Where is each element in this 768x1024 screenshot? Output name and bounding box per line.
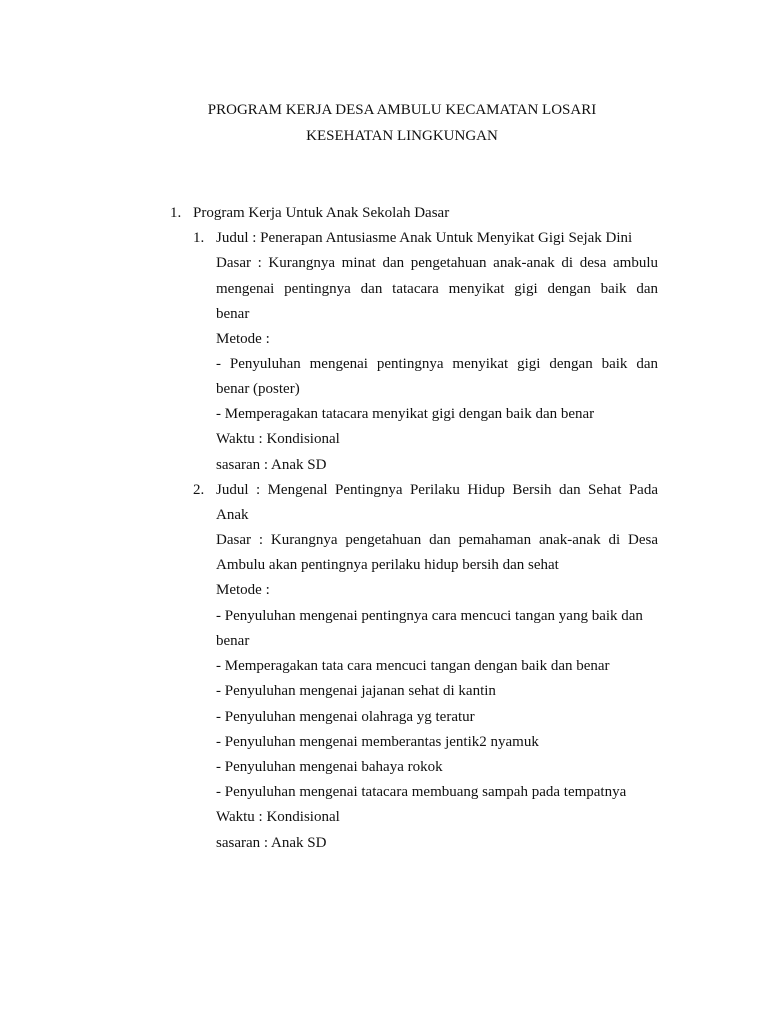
item-1-waktu: Waktu : Kondisional — [216, 431, 340, 447]
item-1-metode-item: - Penyuluhan mengenai pentingnya menyikat gigi dengan baik dan — [216, 356, 658, 372]
document-title: PROGRAM KERJA DESA AMBULU KECAMATAN LOSARI — [207, 102, 597, 118]
item-2-dasar-line: Dasar : Kurangnya pengetahuan dan pemahaman anak-anak di Desa — [216, 532, 658, 548]
item-1-sasaran: sasaran : Anak SD — [216, 457, 327, 473]
item-2-metode-label: Metode : — [216, 582, 270, 598]
item-2-metode-item: - Penyuluhan mengenai olahraga yg teratur — [216, 709, 475, 725]
item-2-waktu: Waktu : Kondisional — [216, 809, 340, 825]
section-number: 1. — [170, 205, 182, 221]
item-1-dasar-line: Dasar : Kurangnya minat dan pengetahuan anak-anak di desa ambulu — [216, 255, 658, 271]
item-2-sasaran: sasaran : Anak SD — [216, 835, 327, 851]
item-2-metode-item: - Penyuluhan mengenai pentingnya cara mencuci tangan yang baik dan — [216, 608, 643, 624]
item-2-metode-item: - Penyuluhan mengenai bahaya rokok — [216, 759, 443, 775]
item-1-metode-item: - Memperagakan tatacara menyikat gigi dengan baik dan benar — [216, 406, 595, 422]
item-1-metode-label: Metode : — [216, 331, 270, 347]
item-2-number: 2. — [193, 482, 205, 498]
section-heading: Program Kerja Untuk Anak Sekolah Dasar — [193, 205, 450, 221]
item-2-metode-item: - Penyuluhan mengenai jajanan sehat di kantin — [216, 683, 496, 699]
item-2-metode-item: - Penyuluhan mengenai memberantas jentik2 nyamuk — [216, 734, 539, 750]
item-1-metode-item: benar (poster) — [216, 381, 300, 397]
item-1-dasar-line: benar — [216, 306, 250, 322]
document-subtitle: KESEHATAN LINGKUNGAN — [306, 128, 498, 144]
item-2-dasar-line: Ambulu akan pentingnya perilaku hidup bersih dan sehat — [216, 557, 559, 573]
item-1-dasar-line: mengenai pentingnya dan tatacara menyikat gigi dengan baik dan — [216, 281, 658, 297]
item-2-judul-line: Judul : Mengenal Pentingnya Perilaku Hidup Bersih dan Sehat Pada — [216, 482, 658, 498]
item-1-number: 1. — [193, 230, 205, 246]
item-1-judul: Judul : Penerapan Antusiasme Anak Untuk Menyikat Gigi Sejak Dini — [216, 230, 633, 246]
item-2-metode-item: - Memperagakan tata cara mencuci tangan dengan baik dan benar — [216, 658, 610, 674]
item-2-metode-item: - Penyuluhan mengenai tatacara membuang sampah pada tempatnya — [216, 784, 627, 800]
item-2-metode-item: benar — [216, 633, 250, 649]
item-2-judul-line: Anak — [216, 507, 249, 523]
